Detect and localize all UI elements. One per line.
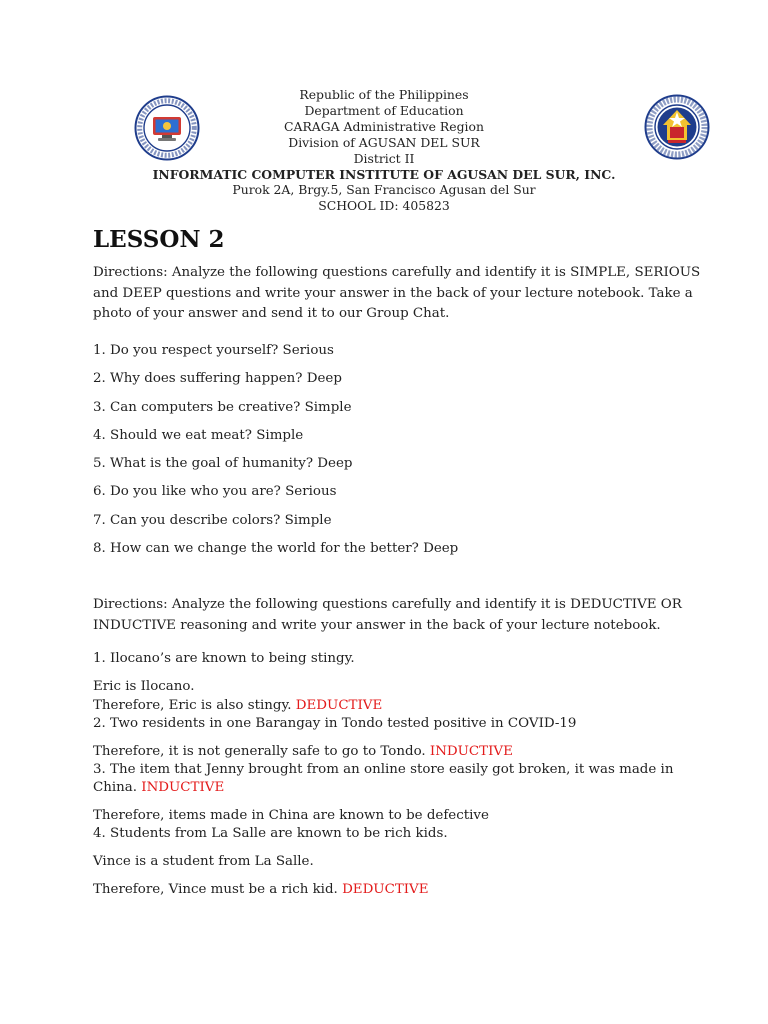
list-item: 2. Why does suffering happen? Deep [93,371,342,387]
letterhead-line: District II [353,150,415,166]
list-item: 7. Can you describe colors? Simple [93,512,332,528]
list-item: 5. What is the goal of humanity? Deep [93,456,353,472]
directions-line: Directions: Analyze the following questions carefully and identify it is DEDUCTIVE OR [93,597,682,612]
letterhead-line: Department of Education [304,102,464,118]
school-id: SCHOOL ID: 405823 [318,198,450,214]
list-item: 6. Do you like who you are? Serious [93,484,337,500]
directions-line: and DEEP questions and write your answer in the back of your lecture notebook. Take a [93,285,693,301]
section1-directions [93,263,701,325]
list-item: 3. The item that Jenny brought from an online store easily got broken, it was made in [93,762,674,778]
list-item: 3. Can computers be creative? Simple [93,399,352,415]
list-item: Therefore, it is not generally safe to go to Tondo. INDUCTIVE [93,743,513,759]
letterhead-line: Republic of the Philippines [299,87,469,102]
reasoning-list [93,650,673,899]
school-address: Purok 2A, Brgy.5, San Francisco Agusan del Sur [232,182,536,198]
list-item: 4. Should we eat meat? Simple [93,427,304,443]
section2-directions [93,595,693,636]
institute-name: INFORMATIC COMPUTER INSTITUTE OF AGUSAN DEL SUR, INC. [152,166,616,182]
list-item: Therefore, items made in China are known to be defective [93,807,489,823]
list-item: 4. Students from La Salle are known to be rich kids. [93,826,448,842]
answer-label: INDUCTIVE [429,743,513,759]
list-item: 1. Ilocano’s are known to being stingy. [93,651,355,666]
answer-label: DEDUCTIVE [342,882,429,898]
letterhead-line: Division of AGUSAN DEL SUR [288,134,480,150]
directions-line: INDUCTIVE reasoning and write your answer in the back of your lecture notebook. [93,617,661,633]
list-item: 1. Do you respect yourself? Serious [93,343,334,358]
list-item: Therefore, Eric is also stingy. DEDUCTIVE [93,697,383,713]
list-item: China. INDUCTIVE [93,780,225,796]
list-item: Vince is a student from La Salle. [93,853,314,869]
question-list [93,341,458,559]
directions-line: Directions: Analyze the following questions carefully and identify it is SIMPLE, SERIOUS [93,265,701,280]
letterhead [100,87,668,214]
directions-line: photo of your answer and send it to our Group Chat. [93,306,450,322]
letterhead-line: CARAGA Administrative Region [284,118,484,134]
answer-label: DEDUCTIVE [295,697,383,713]
list-item: 8. How can we change the world for the better? Deep [93,541,459,557]
list-item: Eric is Ilocano. [93,679,195,695]
list-item: 2. Two residents in one Barangay in Tondo tested positive in COVID-19 [93,716,577,732]
lesson-title: LESSON 2 [93,226,225,253]
answer-label: INDUCTIVE [141,780,225,796]
list-item: Therefore, Vince must be a rich kid. DEDUCTIVE [93,882,429,898]
